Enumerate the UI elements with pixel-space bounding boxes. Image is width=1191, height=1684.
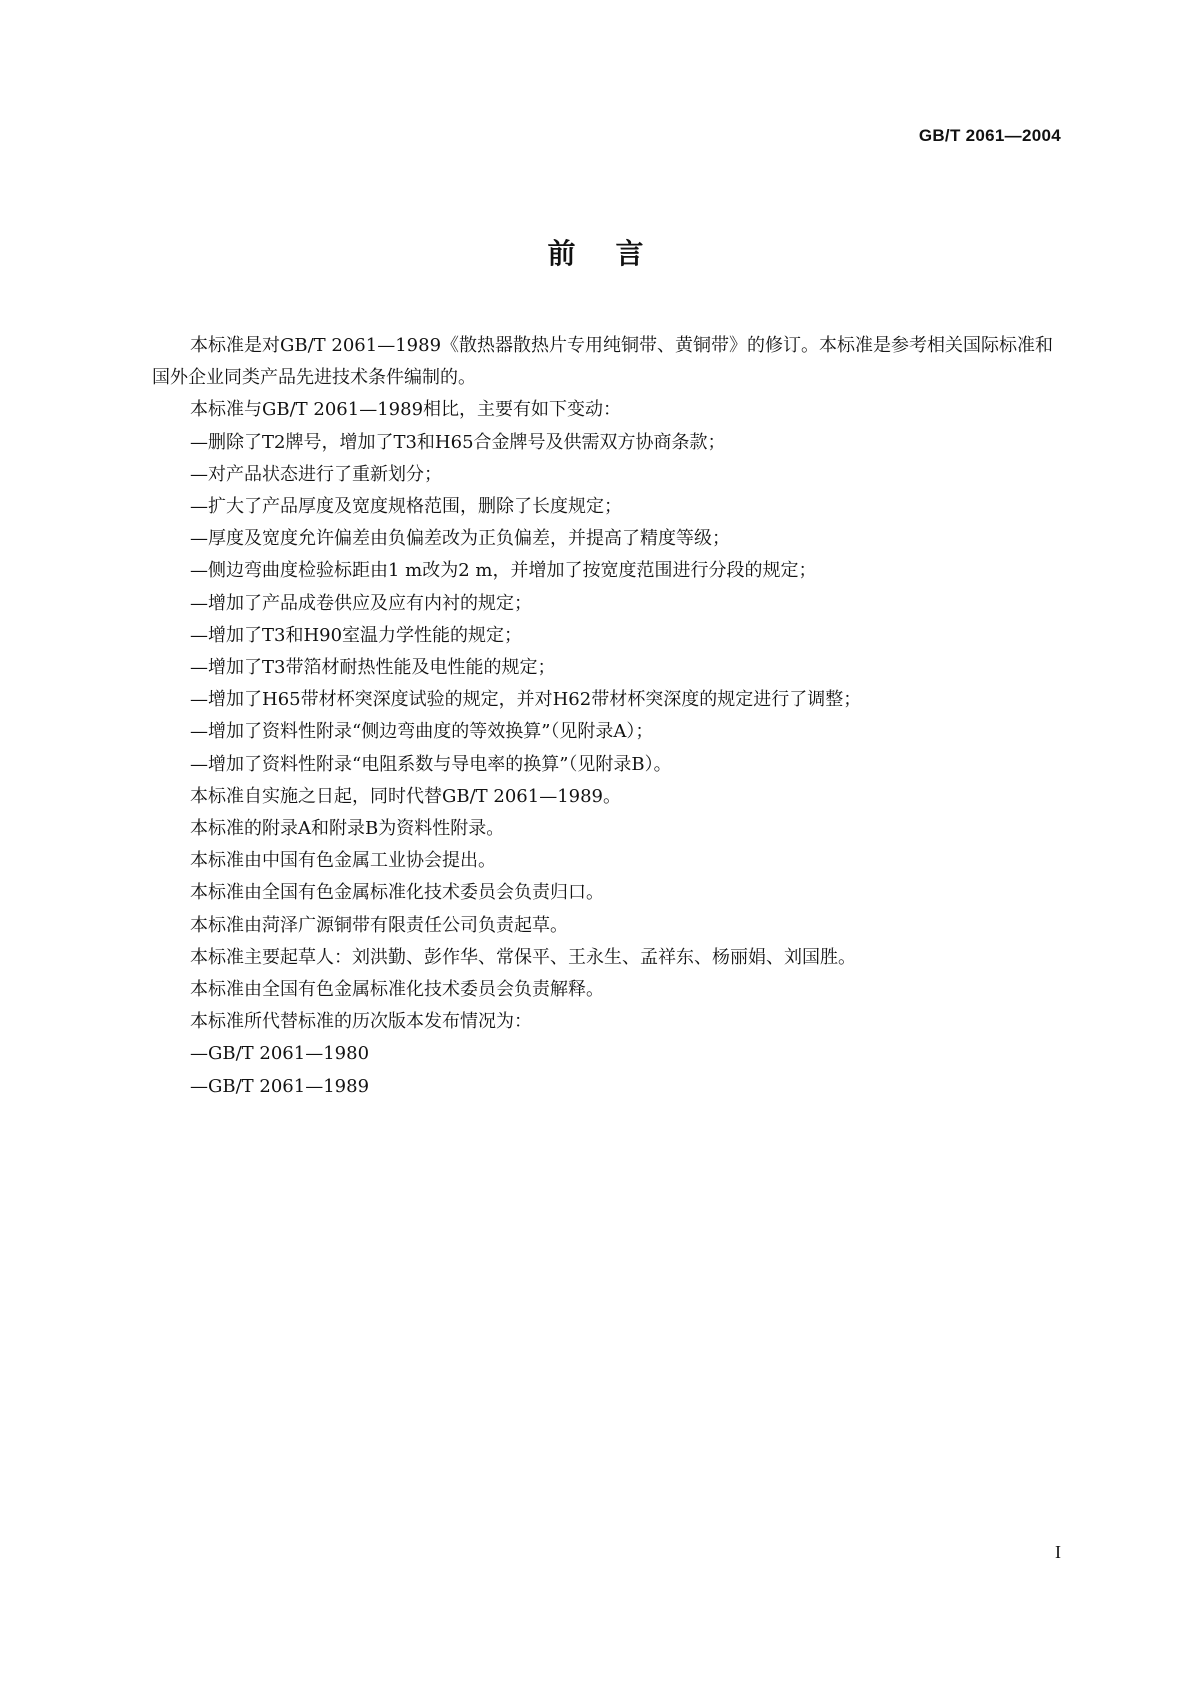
change-item: —增加了T3带箔材耐热性能及电性能的规定；: [190, 657, 556, 679]
standard-number: GB/T 2061—2004: [918, 126, 1061, 145]
change-item: —厚度及宽度允许偏差由负偏差改为正负偏差，并提高了精度等级；: [190, 528, 730, 550]
change-item: —增加了H65带材杯突深度试验的规定，并对H62带材杯突深度的规定进行了调整；: [190, 689, 862, 711]
change-item: —增加了产品成卷供应及应有内衬的规定；: [190, 592, 532, 614]
change-item: —增加了资料性附录“电阻系数与导电率的换算”（见附录B）。: [190, 753, 672, 775]
change-item: —扩大了产品厚度及宽度规格范围，删除了长度规定；: [190, 496, 622, 518]
paragraph: 本标准由全国有色金属标准化技术委员会负责解释。: [190, 979, 604, 1001]
paragraph: 本标准自实施之日起，同时代替GB/T 2061—1989。: [190, 785, 622, 807]
change-item: —增加了T3和H90室温力学性能的规定；: [190, 624, 523, 646]
version-item: —GB/T 2061—1980: [190, 1043, 370, 1065]
version-item: —GB/T 2061—1989: [190, 1075, 370, 1097]
paragraph: 本标准由中国有色金属工业协会提出。: [190, 850, 496, 872]
paragraph: 本标准由全国有色金属标准化技术委员会负责归口。: [190, 882, 604, 904]
page-title: 前言: [547, 237, 684, 270]
document-body: [152, 330, 1065, 1103]
change-item: —对产品状态进行了重新划分；: [190, 463, 442, 485]
change-item: —侧边弯曲度检验标距由1 m改为2 m，并增加了按宽度范围进行分段的规定；: [190, 560, 817, 582]
paragraph: 本标准的附录A和附录B为资料性附录。: [190, 818, 505, 840]
paragraph: 本标准与GB/T 2061—1989相比，主要有如下变动：: [190, 399, 622, 421]
change-item: —删除了T2牌号，增加了T3和H65合金牌号及供需双方协商条款；: [190, 431, 726, 453]
paragraph: 本标准由菏泽广源铜带有限责任公司负责起草。: [190, 914, 568, 936]
paragraph: 本标准主要起草人：刘洪勤、彭作华、常保平、王永生、孟祥东、杨丽娟、刘国胜。: [190, 946, 856, 968]
paragraph: 本标准所代替标准的历次版本发布情况为：: [190, 1011, 532, 1033]
paragraph: 本标准是对GB/T 2061—1989《散热器散热片专用纯铜带、黄铜带》的修订。本标准是参考相关国际标准和国外企业同类产品先进技术条件编制的。: [152, 335, 1054, 389]
page-number: I: [1055, 1542, 1061, 1562]
change-item: —增加了资料性附录“侧边弯曲度的等效换算”（见附录A）；: [190, 721, 654, 743]
